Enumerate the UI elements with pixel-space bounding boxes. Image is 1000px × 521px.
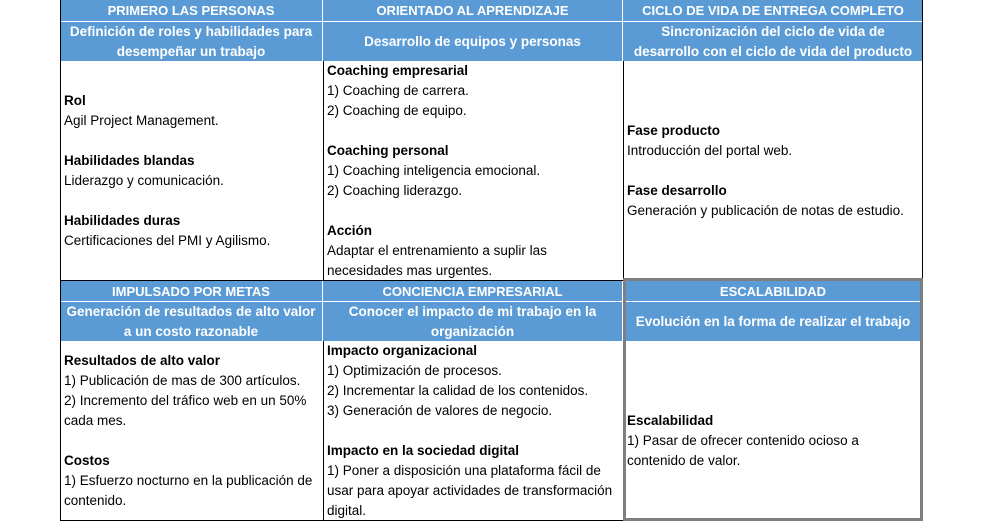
header-primero-las-personas: PRIMERO LAS PERSONAS [60,0,323,21]
subheader-evolucion: Evolución en la forma de realizar el trabajo [623,301,923,341]
block-line: Certificaciones del PMI y Agilismo. [64,232,271,248]
block-line: digital. [327,503,367,518]
block-title: Impacto organizacional [327,343,478,358]
block-title: Acción [327,223,373,238]
header-ciclo-de-vida: CICLO DE VIDA DE ENTREGA COMPLETO [623,0,923,21]
block-line: 1) Coaching inteligencia emocional. [327,163,541,178]
block-title: Coaching personal [327,143,449,158]
block-title: Rol [64,92,86,108]
block-line: Generación y publicación de notas de estudio. [627,202,904,218]
block-line: Adaptar el entrenamiento a suplir las [327,243,547,258]
block-line: 2) Incrementar la calidad de los contenidos. [327,383,589,398]
block-title: Coaching empresarial [327,63,469,78]
selected-cell-frame [623,278,923,521]
block-line: Agil Project Management. [64,112,219,128]
header-impulsado-por-metas: IMPULSADO POR METAS [60,281,323,301]
block-title: Fase desarrollo [627,182,727,198]
block-line: 1) Publicación de mas de 300 artículos. [64,373,301,388]
block-line: Liderazgo y comunicación. [64,172,224,188]
block-title: Resultados de alto valor [64,353,221,368]
block-line: contenido. [64,493,127,508]
block-line: 1) Esfuerzo nocturno en la publicación de [64,473,313,488]
row-divider [60,280,623,281]
block-line: contenido de valor. [627,453,741,468]
block-line: necesidades mas urgentes. [327,263,493,278]
block-title: Habilidades duras [64,212,181,228]
block-line: 1) Optimización de procesos. [327,363,502,378]
block-line: 1) Coaching de carrera. [327,83,469,98]
subheader-desarrollo-equipos: Desarrollo de equipos y personas [323,21,623,61]
block-line: 2) Coaching de equipo. [327,103,467,118]
subheader-conocer-impacto: Conocer el impacto de mi trabajo en la organización [323,301,623,341]
header-orientado-al-aprendizaje: ORIENTADO AL APRENDIZAJE [323,0,623,21]
subheader-definicion-roles: Definición de roles y habilidades para desempeñar un trabajo [60,21,323,61]
block-title: Impacto en la sociedad digital [327,443,520,458]
subheader-generacion-resultados: Generación de resultados de alto valor a un costo razonable [60,301,323,341]
subheader-sincronizacion: Sincronización del ciclo de vida de desarrollo con el ciclo de vida del producto [623,21,923,61]
header-escalabilidad: ESCALABILIDAD [623,281,923,301]
block-title: Escalabilidad [627,413,714,428]
block-line: 2) Incremento del tráfico web en un 50% [64,393,307,408]
block-title: Fase producto [627,122,721,138]
agile-principles-grid [60,0,923,521]
block-line: cada mes. [64,413,127,428]
block-line: usar para apoyar actividades de transformación [327,483,613,498]
block-line: 2) Coaching liderazgo. [327,183,463,198]
block-line: Introducción del portal web. [627,142,793,158]
block-line: 3) Generación de valores de negocio. [327,403,553,418]
block-title: Habilidades blandas [64,152,195,168]
block-line: 1) Poner a disposición una plataforma fácil de [327,463,601,478]
block-title: Costos [64,453,110,468]
block-line: 1) Pasar de ofrecer contenido ocioso a [627,433,859,448]
header-conciencia-empresarial: CONCIENCIA EMPRESARIAL [323,281,623,301]
